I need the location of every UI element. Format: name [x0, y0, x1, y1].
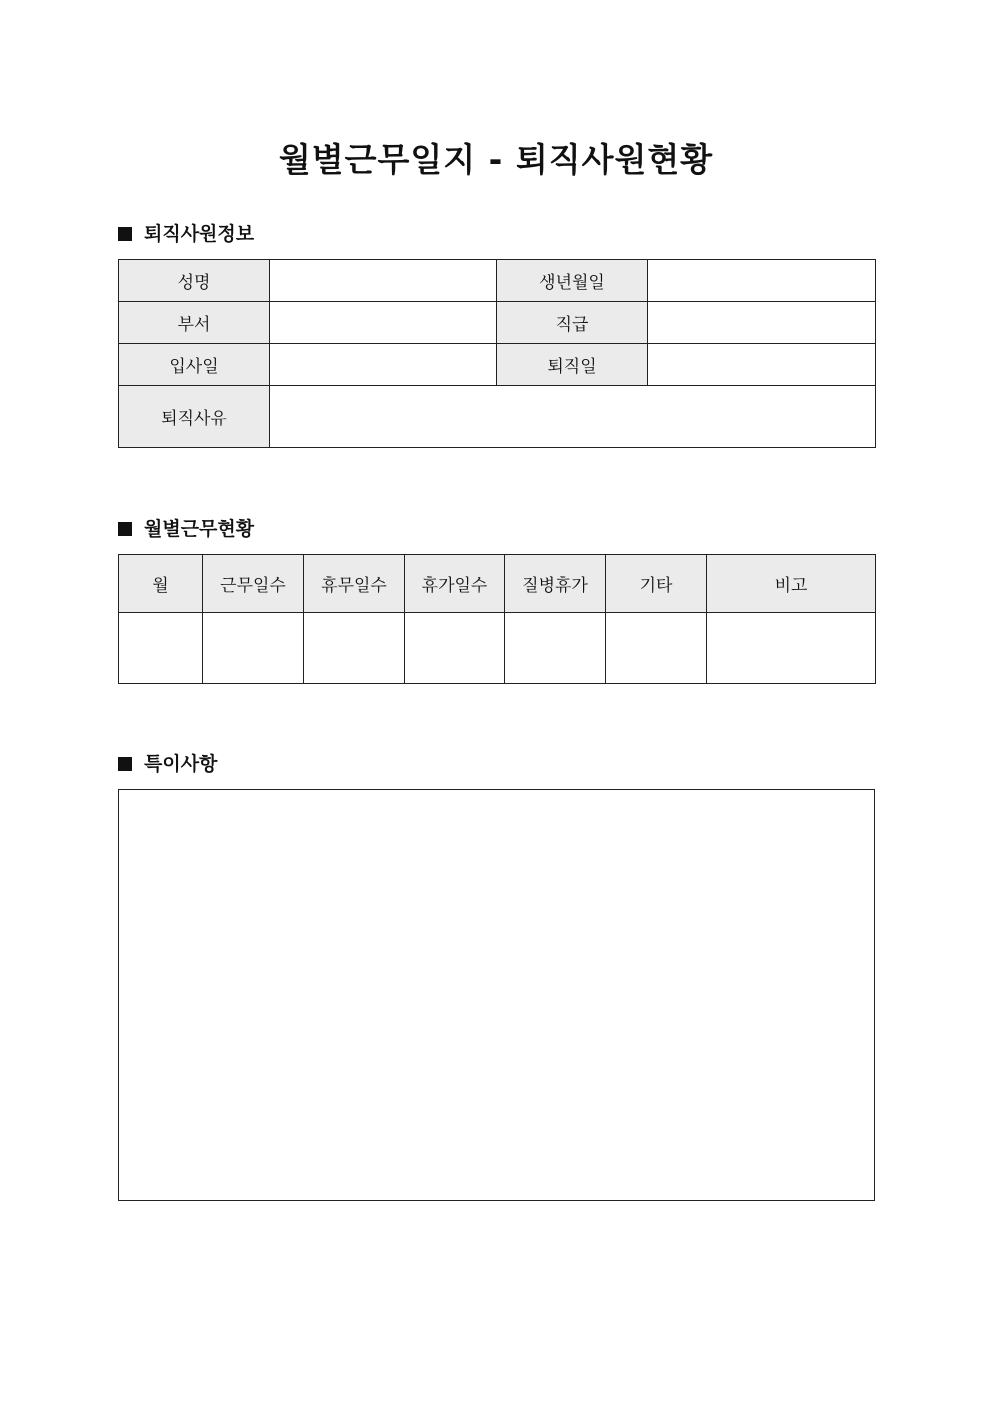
resign-reason-label: 퇴직사유 [119, 386, 270, 448]
resigned-employee-info-table [118, 259, 876, 448]
hire-date-field[interactable] [270, 344, 497, 386]
table-row [119, 613, 876, 684]
vacation-days-cell[interactable] [405, 613, 505, 684]
table-row [119, 386, 876, 448]
work-days-cell[interactable] [203, 613, 304, 684]
monthly-work-status-table [118, 554, 876, 684]
table-row [119, 260, 876, 302]
table-header-row [119, 555, 876, 613]
special-notes-box[interactable] [118, 789, 875, 1201]
column-header-other: 기타 [606, 555, 707, 613]
table-row [119, 344, 876, 386]
other-cell[interactable] [606, 613, 707, 684]
page-title: 월별근무일지 - 퇴직사원현황 [278, 140, 714, 179]
square-bullet-icon [118, 757, 132, 771]
off-days-cell[interactable] [304, 613, 405, 684]
section-heading-special-notes [118, 751, 217, 777]
name-label: 성명 [119, 260, 270, 302]
hire-date-label: 입사일 [119, 344, 270, 386]
square-bullet-icon [118, 522, 132, 536]
column-header-month: 월 [119, 555, 203, 613]
section-heading-resigned-employee-info [118, 221, 254, 247]
column-header-sick-leave: 질병휴가 [505, 555, 606, 613]
section-heading-text: 월별근무현황 [144, 518, 255, 540]
department-label: 부서 [119, 302, 270, 344]
column-header-remarks: 비고 [707, 555, 876, 613]
department-field[interactable] [270, 302, 497, 344]
name-field[interactable] [270, 260, 497, 302]
section-heading-monthly-work-status [118, 516, 254, 542]
section-heading-text: 퇴직사원정보 [144, 223, 255, 245]
section-heading-text: 특이사항 [144, 753, 218, 775]
position-field[interactable] [648, 302, 876, 344]
resign-reason-field[interactable] [270, 386, 876, 448]
column-header-work-days: 근무일수 [203, 555, 304, 613]
sick-leave-cell[interactable] [505, 613, 606, 684]
square-bullet-icon [118, 227, 132, 241]
table-row [119, 302, 876, 344]
column-header-off-days: 휴무일수 [304, 555, 405, 613]
remarks-cell[interactable] [707, 613, 876, 684]
birthdate-label: 생년월일 [497, 260, 648, 302]
birthdate-field[interactable] [648, 260, 876, 302]
position-label: 직급 [497, 302, 648, 344]
column-header-vacation-days: 휴가일수 [405, 555, 505, 613]
resign-date-field[interactable] [648, 344, 876, 386]
month-cell[interactable] [119, 613, 203, 684]
resign-date-label: 퇴직일 [497, 344, 648, 386]
